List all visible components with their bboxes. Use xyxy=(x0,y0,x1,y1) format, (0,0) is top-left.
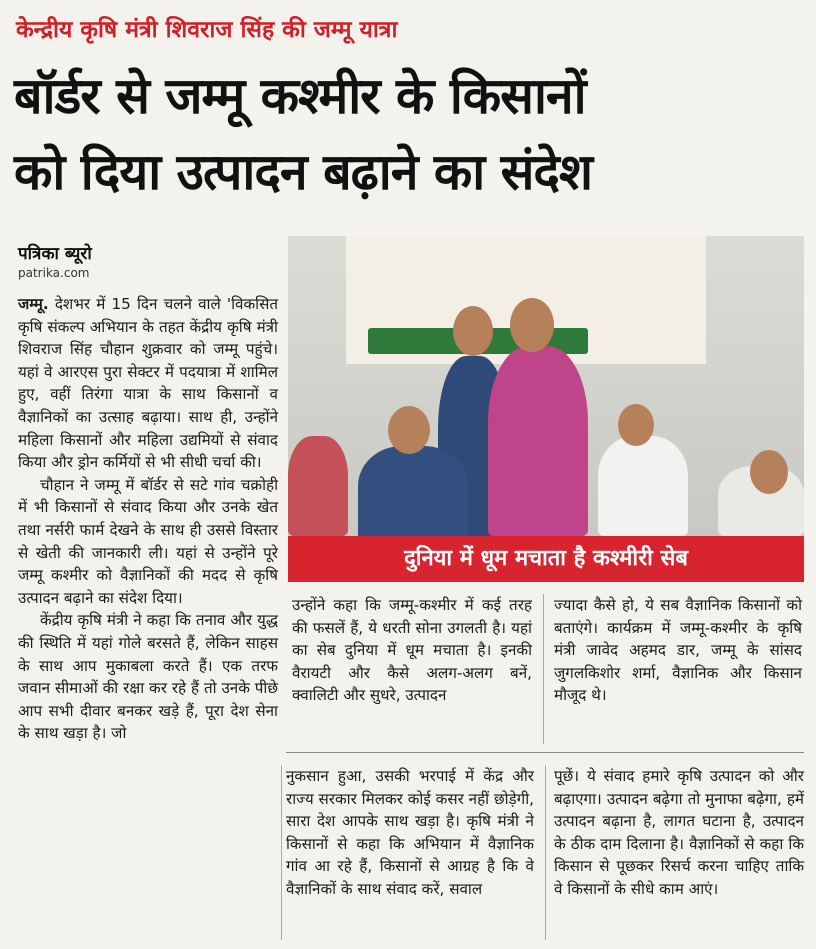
column-3-top: ज्यादा कैसे हो, ये सब वैज्ञानिक किसानों को बताएंगे। कार्यक्रम में जम्मू-कश्मीर के कृषि मंत्री जावेद अहमद डार, जम्मू के सांसद जुगलकिशोर शर्मा, वैज्ञानिक और किसान मौजूद थे। xyxy=(554,596,802,705)
column-1-paragraph-1 xyxy=(18,293,278,474)
person-head xyxy=(388,406,430,454)
column-divider xyxy=(545,765,546,940)
column-3-bottom: पूछें। ये संवाद हमारे कृषि उत्पादन को और बढ़ाएगा। उत्पादन बढ़ेगा तो मुनाफा बढ़ेगा, हमें उत्पादन बढ़ाना है, लागत घटाना है, उत्पादन के ठीक दाम दिलाना है। वैज्ञानिकों से कहा कि किसान से पूछकर रिसर्च करना चाहिए ताकि वे किसानों के सीधे काम आएं। xyxy=(554,767,804,898)
kicker: केन्द्रीय कृषि मंत्री शिवराज सिंह की जम्मू यात्रा xyxy=(16,17,398,43)
headline-line-2: को दिया उत्पादन बढ़ाने का संदेश xyxy=(14,143,592,201)
dateline: जम्मू. xyxy=(18,295,49,313)
column-1-paragraph-2: चौहान ने जम्मू में बॉर्डर से सटे गांव चक्रोही में भी किसानों से संवाद किया और उनके खेत तथा नर्सरी फार्म देखने के साथ ही उससे विस्तार से खेती की जानकारी ली। यहां से उन्होंने पूरे जम्मू कश्मीर को वैज्ञानिकों की मदद से कृषि उत्पादन बढ़ाने का संदेश दिया। xyxy=(18,475,278,607)
person-head xyxy=(618,404,654,446)
speaker-head xyxy=(510,298,554,352)
column-2-bottom: नुकसान हुआ, उसकी भरपाई में केंद्र और राज्य सरकार मिलकर कोई कसर नहीं छोड़ेगी, सारा देश आपके साथ खड़ा है। कृषि मंत्री ने किसानों से कहा कि अभियान में वैज्ञानिक गांव आ रहे हैं, किसानों से आग्रह है कि वे वैज्ञानिकों के साथ संवाद करें, सवाल xyxy=(286,767,534,898)
column-1 xyxy=(18,293,278,745)
byline-author: पत्रिका ब्यूरो xyxy=(18,244,92,264)
speaker-shape xyxy=(488,346,588,536)
column-divider xyxy=(543,594,544,744)
photo-caption: दुनिया में धूम मचाता है कश्मीरी सेब xyxy=(288,536,804,582)
column-divider xyxy=(281,765,282,940)
column-2-top: उन्होंने कहा कि जम्मू-कश्मीर में कई तरह की फसलें हैं, ये धरती सोना उगलती है। यहां का सेब दुनिया में धूम मचाता है। इनकी वैरायटी और कैसे अलग-अलग बनें, क्वालिटी और सुधरे, उत्पादन xyxy=(292,596,532,705)
person-shape xyxy=(358,446,468,536)
headline xyxy=(14,58,804,210)
person-shape xyxy=(598,436,688,536)
column-1-text-1: देशभर में 15 दिन चलने वाले 'विकसित कृषि संकल्प अभियान के तहत केंद्रीय कृषि मंत्री शिवराज सिंह चौहान शुक्रवार को जम्मू पहुंचे। यहां वे आरएस पुरा सेक्टर में पदयात्रा में शामिल हुए, वहीं तिरंगा यात्रा के साथ किसानों व वैज्ञानिकों का उत्साह बढ़ाया। साथ ही, उन्होंने महिला किसानों और महिला उद्यमियों से संवाद किया और ड्रोन कर्मियों से भी सीधी चर्चा की। xyxy=(18,295,278,472)
person-shape xyxy=(288,436,348,536)
news-photo xyxy=(288,236,804,536)
headline-line-1: बॉर्डर से जम्मू कश्मीर के किसानों xyxy=(14,67,586,125)
person-head xyxy=(750,450,788,494)
person-head xyxy=(453,306,493,356)
column-1-paragraph-3: केंद्रीय कृषि मंत्री ने कहा कि तनाव और युद्ध की स्थिति में यहां गोले बरसते हैं, लेकिन साहस के साथ आप मुकाबला करते हैं। एक तरफ जवान सीमाओं की रक्षा कर रहे हैं तो उनके पीछे आप सभी दीवार बनकर खड़े हैं, पूरा देश सेना के साथ खड़ा है। जो xyxy=(18,611,278,743)
byline-site: patrika.com xyxy=(18,266,90,280)
section-divider xyxy=(286,752,804,753)
